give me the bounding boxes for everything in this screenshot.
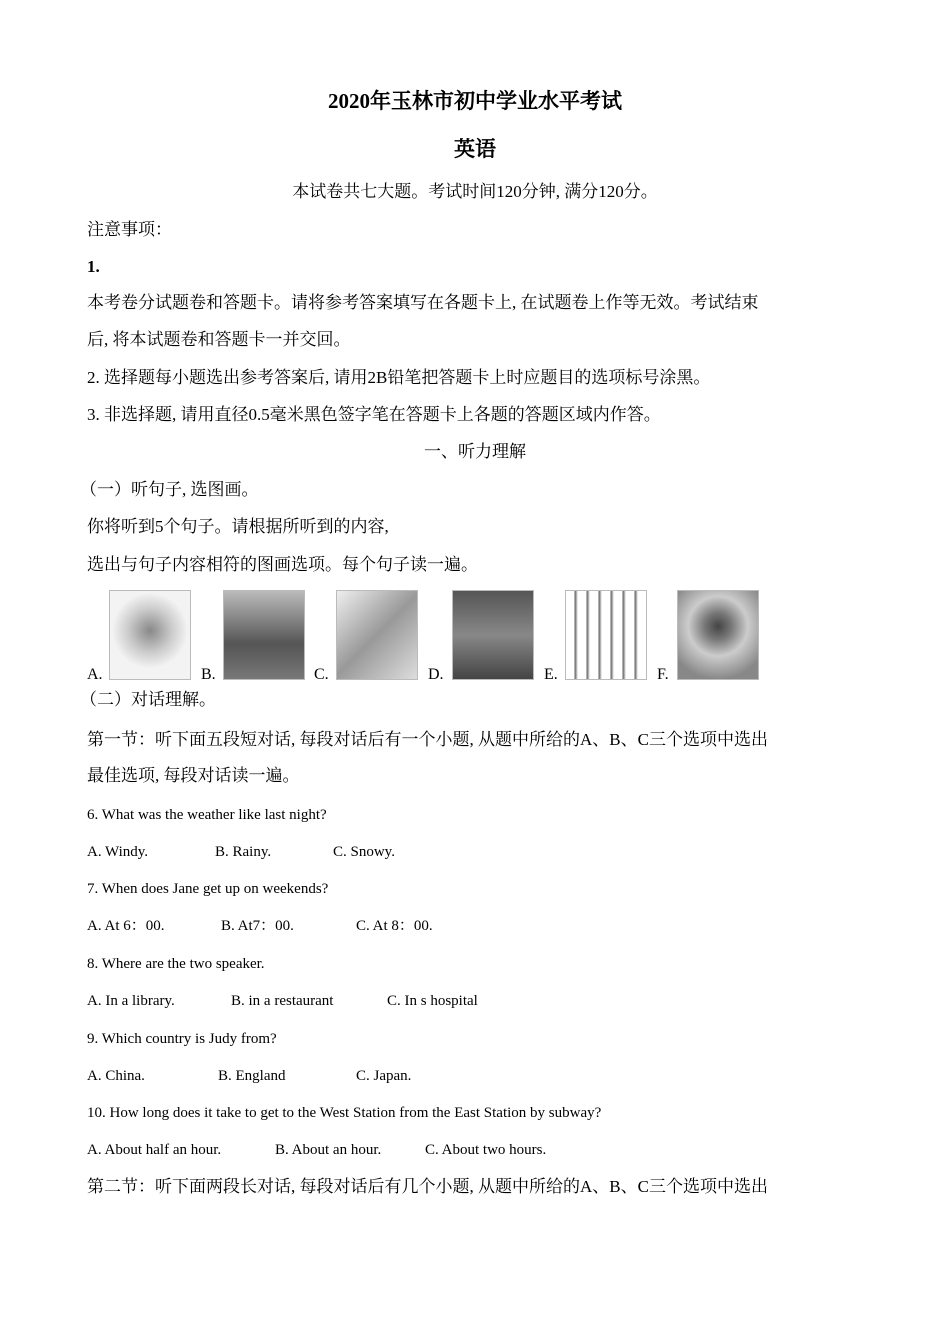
section2-part2-line-1: 第二节：听下面两段长对话, 每段对话后有几个小题, 从题中所给的A、B、C三个选项中选出 [87,1177,768,1196]
picture-label-d: D. [428,666,444,683]
option-b: B. England [218,1068,286,1084]
section1-line-2: 选出与句子内容相符的图画选项。每个句子读一遍。 [87,555,478,574]
picture-label-f: F. [657,666,669,683]
section2-part1-line-1: 第一节：听下面五段短对话, 每段对话后有一个小题, 从题中所给的A、B、C三个选项中选出 [87,730,768,749]
exam-title: 2020年玉林市初中学业水平考试 [328,89,622,113]
note-1-number: 1. [87,257,100,276]
picture-e [565,590,647,680]
question-8: 8. Where are the two speaker. [87,956,265,972]
option-a: A. China. [87,1068,145,1084]
option-b: B. About an hour. [275,1142,382,1158]
picture-c [336,590,418,680]
question-10: 10. How long does it take to get to the West Station from the East Station by subway? [87,1105,602,1121]
exam-subtitle: 本试卷共七大题。考试时间120分钟, 满分120分。 [292,182,658,201]
section2-heading: （二）对话理解。 [80,690,216,709]
subject-title: 英语 [454,137,496,161]
option-a: A. At 6：00. [87,918,165,934]
option-c: C. Japan. [356,1068,412,1084]
picture-label-c: C. [314,666,329,683]
question-6: 6. What was the weather like last night? [87,807,327,823]
note-1-line-1: 本考卷分试题卷和答题卡。请将参考答案填写在各题卡上, 在试题卷上作等无效。考试结束 [87,293,759,312]
picture-label-b: B. [201,666,216,683]
picture-a [109,590,191,680]
note-3: 3. 非选择题, 请用直径0.5毫米黑色签字笔在答题卡上各题的答题区域内作答。 [87,405,661,424]
picture-b [223,590,305,680]
question-7: 7. When does Jane get up on weekends? [87,881,329,897]
option-c: C. In s hospital [387,993,478,1009]
option-a: A. In a library. [87,993,175,1009]
picture-label-e: E. [544,666,558,683]
picture-label-a: A. [87,666,103,683]
question-9: 9. Which country is Judy from? [87,1031,277,1047]
part1-heading: 一、听力理解 [424,442,526,461]
option-c: C. At 8：00. [356,918,433,934]
section1-line-1: 你将听到5个句子。请根据所听到的内容, [87,517,389,536]
option-a: A. About half an hour. [87,1142,222,1158]
note-2: 2. 选择题每小题选出参考答案后, 请用2B铅笔把答题卡上时应题目的选项标号涂黑。 [87,368,711,387]
option-b: B. At7：00. [221,918,294,934]
section2-part1-line-2: 最佳选项, 每段对话读一遍。 [87,766,300,785]
picture-f [677,590,759,680]
picture-d [452,590,534,680]
notes-heading: 注意事项： [87,220,172,239]
option-b: B. Rainy. [215,844,272,860]
option-b: B. in a restaurant [231,993,334,1009]
option-c: C. Snowy. [333,844,395,860]
section1-heading: （一）听句子, 选图画。 [80,480,259,499]
option-c: C. About two hours. [425,1142,547,1158]
note-1-line-2: 后, 将本试题卷和答题卡一并交回。 [87,330,351,349]
option-a: A. Windy. [87,844,149,860]
